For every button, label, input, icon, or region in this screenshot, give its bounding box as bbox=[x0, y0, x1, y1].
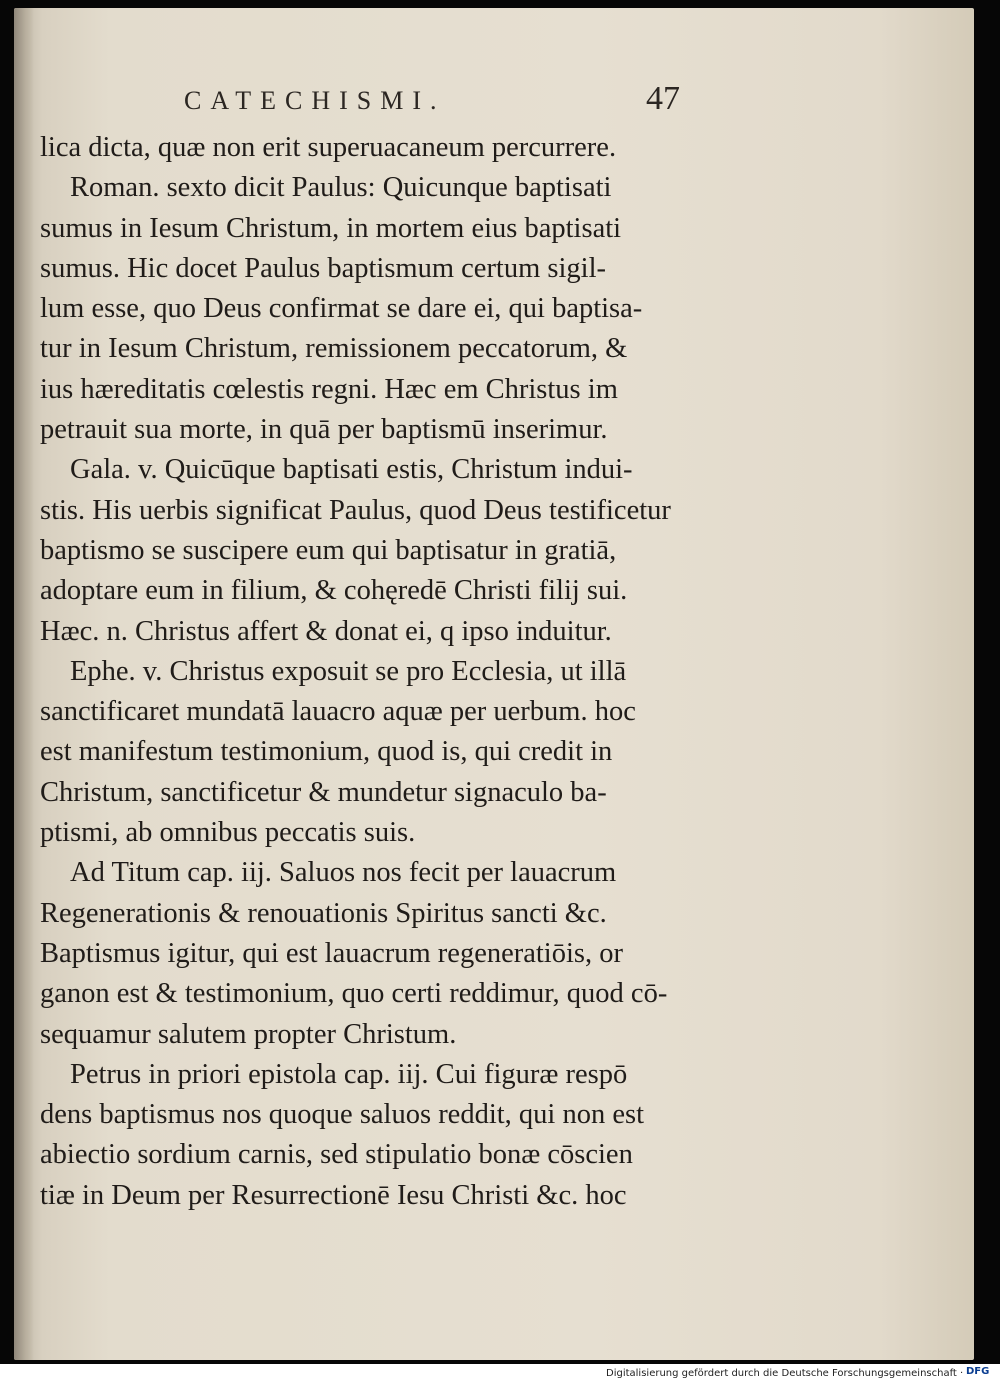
text-line: ptismi, ab omnibus peccatis suis. bbox=[40, 817, 416, 849]
page-number: 47 bbox=[646, 80, 680, 117]
text-line: Regenerationis & renouationis Spiritus sancti &c. bbox=[40, 897, 607, 929]
text-line: dens baptismus nos quoque saluos reddit, qui non est bbox=[40, 1099, 644, 1131]
text-line: tur in Iesum Christum, remissionem peccatorum, & bbox=[40, 333, 628, 365]
text-line: petrauit sua morte, in quā per baptismū inserimur. bbox=[40, 414, 608, 446]
text-line: adoptare eum in filium, & cohęredē Christi filij sui. bbox=[40, 575, 628, 607]
text-line: est manifestum testimonium, quod is, qui credit in bbox=[40, 736, 613, 768]
page-gutter bbox=[14, 8, 34, 1360]
text-line: stis. His uerbis significat Paulus, quod Deus testificetur bbox=[40, 494, 671, 526]
text-line: Baptismus igitur, qui est lauacrum regeneratiōis, or bbox=[40, 937, 623, 969]
text-line: baptismo se suscipere eum qui baptisatur in gratiā, bbox=[40, 534, 617, 566]
text-line: lica dicta, quæ non erit superuacaneum percurrere. bbox=[40, 132, 617, 163]
text-block bbox=[40, 128, 730, 1216]
book-page bbox=[14, 8, 974, 1360]
dfg-logo: DFG bbox=[966, 1366, 990, 1377]
text-line: sanctificaret mundatā lauacro aquæ per uerbum. hoc bbox=[40, 696, 636, 728]
text-line: sumus in Iesum Christum, in mortem eius baptisati bbox=[40, 212, 622, 244]
text-line: Roman. sexto dicit Paulus: Quicunque baptisati bbox=[70, 172, 612, 204]
text-line: ganon est & testimonium, quo certi reddimur, quod cō- bbox=[40, 978, 668, 1010]
text-line: Christum, sanctificetur & mundetur signaculo ba- bbox=[40, 776, 607, 808]
text-line: Gala. v. Quicūque baptisati estis, Christum indui- bbox=[70, 454, 633, 486]
text-line: abiectio sordium carnis, sed stipulatio bonæ cōscien bbox=[40, 1139, 633, 1171]
text-line: Petrus in priori epistola cap. iij. Cui figuræ respō bbox=[70, 1058, 628, 1090]
text-line: tiæ in Deum per Resurrectionē Iesu Christi &c. hoc bbox=[40, 1179, 627, 1211]
digitization-credit: Digitalisierung gefördert durch die Deutsche Forschungsgemeinschaft · bbox=[606, 1368, 964, 1379]
text-line: Ad Titum cap. iij. Saluos nos fecit per lauacrum bbox=[70, 857, 617, 889]
text-line: sequamur salutem propter Christum. bbox=[40, 1018, 457, 1050]
running-head: CATECHISMI. bbox=[184, 86, 446, 115]
text-line: sumus. Hic docet Paulus baptismum certum sigil- bbox=[40, 252, 606, 284]
text-line: lum esse, quo Deus confirmat se dare ei, qui baptisa- bbox=[40, 293, 643, 325]
text-line: Ephe. v. Christus exposuit se pro Ecclesia, ut illā bbox=[70, 655, 627, 687]
text-line: Hæc. n. Christus affert & donat ei, q ipso induitur. bbox=[40, 615, 612, 647]
text-line: ius hæreditatis cœlestis regni. Hæc em Christus im bbox=[40, 373, 618, 405]
